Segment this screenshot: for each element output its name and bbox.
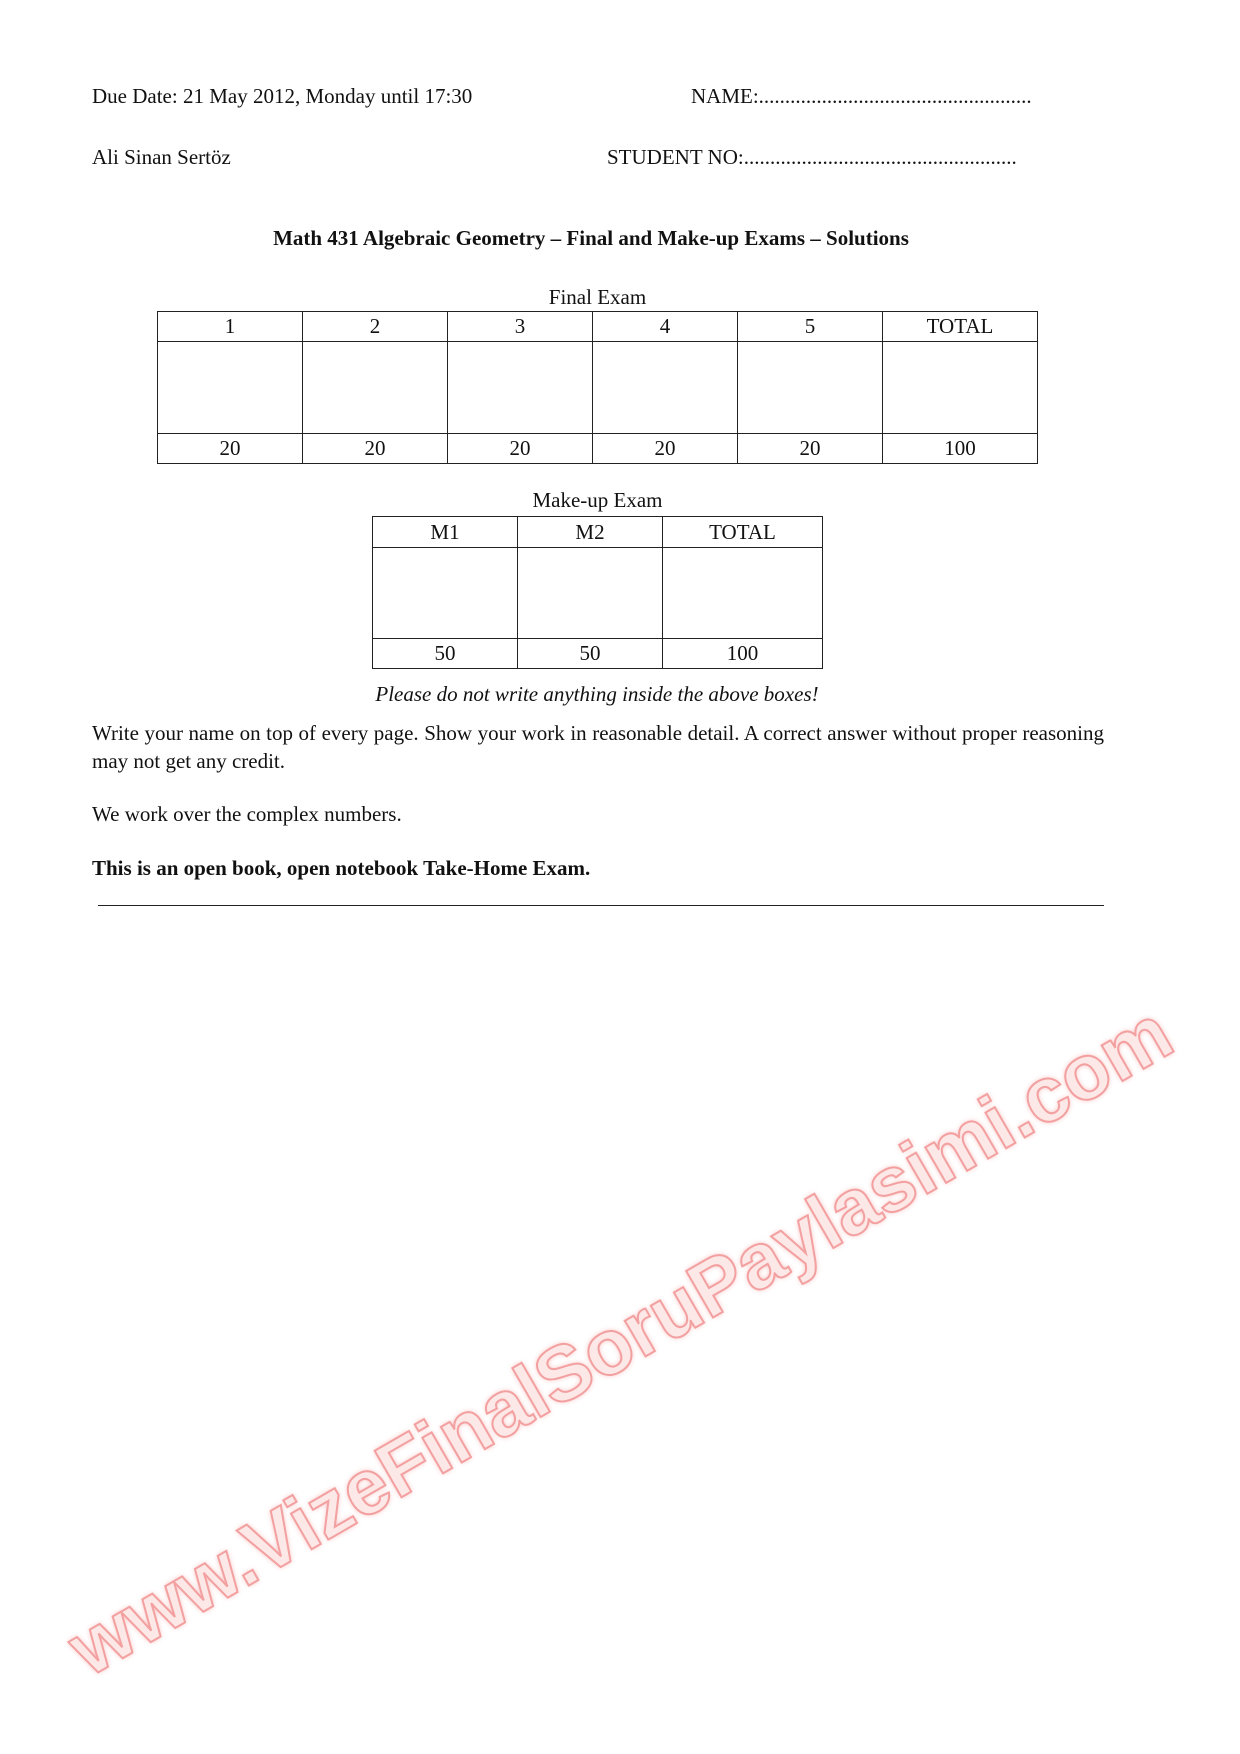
makeup-points-m1: 50 (373, 639, 518, 669)
final-points-3: 20 (448, 434, 593, 464)
final-score-cell (883, 342, 1038, 434)
final-exam-caption: Final Exam (548, 285, 647, 309)
divider (98, 905, 1104, 906)
final-exam-table (157, 311, 1038, 464)
makeup-points-total: 100 (663, 639, 823, 669)
final-points-4: 20 (593, 434, 738, 464)
makeup-exam-caption: Make-up Exam (532, 488, 663, 512)
makeup-header-m1: M1 (373, 517, 518, 548)
makeup-score-cell (518, 548, 663, 639)
makeup-score-cell (373, 548, 518, 639)
final-points-1: 20 (158, 434, 303, 464)
due-date: Due Date: 21 May 2012, Monday until 17:30 (92, 84, 473, 108)
complex-numbers-note: We work over the complex numbers. (92, 802, 402, 826)
name-field: NAME:.................................................... (691, 84, 1032, 108)
final-header-4: 4 (593, 312, 738, 342)
final-header-1: 1 (158, 312, 303, 342)
author: Ali Sinan Sertöz (92, 145, 231, 169)
final-header-5: 5 (738, 312, 883, 342)
final-header-total: TOTAL (883, 312, 1038, 342)
makeup-exam-table (372, 516, 823, 669)
final-score-cell (593, 342, 738, 434)
final-score-cell (303, 342, 448, 434)
final-header-3: 3 (448, 312, 593, 342)
final-score-cell (448, 342, 593, 434)
final-points-5: 20 (738, 434, 883, 464)
makeup-header-m2: M2 (518, 517, 663, 548)
makeup-score-cell (663, 548, 823, 639)
makeup-header-total: TOTAL (663, 517, 823, 548)
student-no-field: STUDENT NO:.................................................... (607, 145, 1017, 169)
final-score-cell (738, 342, 883, 434)
page-title: Math 431 Algebraic Geometry – Final and Make-up Exams – Solutions (273, 226, 909, 250)
final-score-cell (158, 342, 303, 434)
makeup-points-m2: 50 (518, 639, 663, 669)
boxes-note: Please do not write anything inside the above boxes! (375, 682, 819, 706)
instructions-paragraph: Write your name on top of every page. Show your work in reasonable detail. A correct answer without proper reasoning may not get any credit. (92, 721, 1104, 773)
watermark: www.VizeFinalSoruPaylasimi.com (53, 987, 1187, 1693)
final-points-2: 20 (303, 434, 448, 464)
final-header-2: 2 (303, 312, 448, 342)
open-book-note: This is an open book, open notebook Take-Home Exam. (92, 856, 591, 880)
final-points-total: 100 (883, 434, 1038, 464)
